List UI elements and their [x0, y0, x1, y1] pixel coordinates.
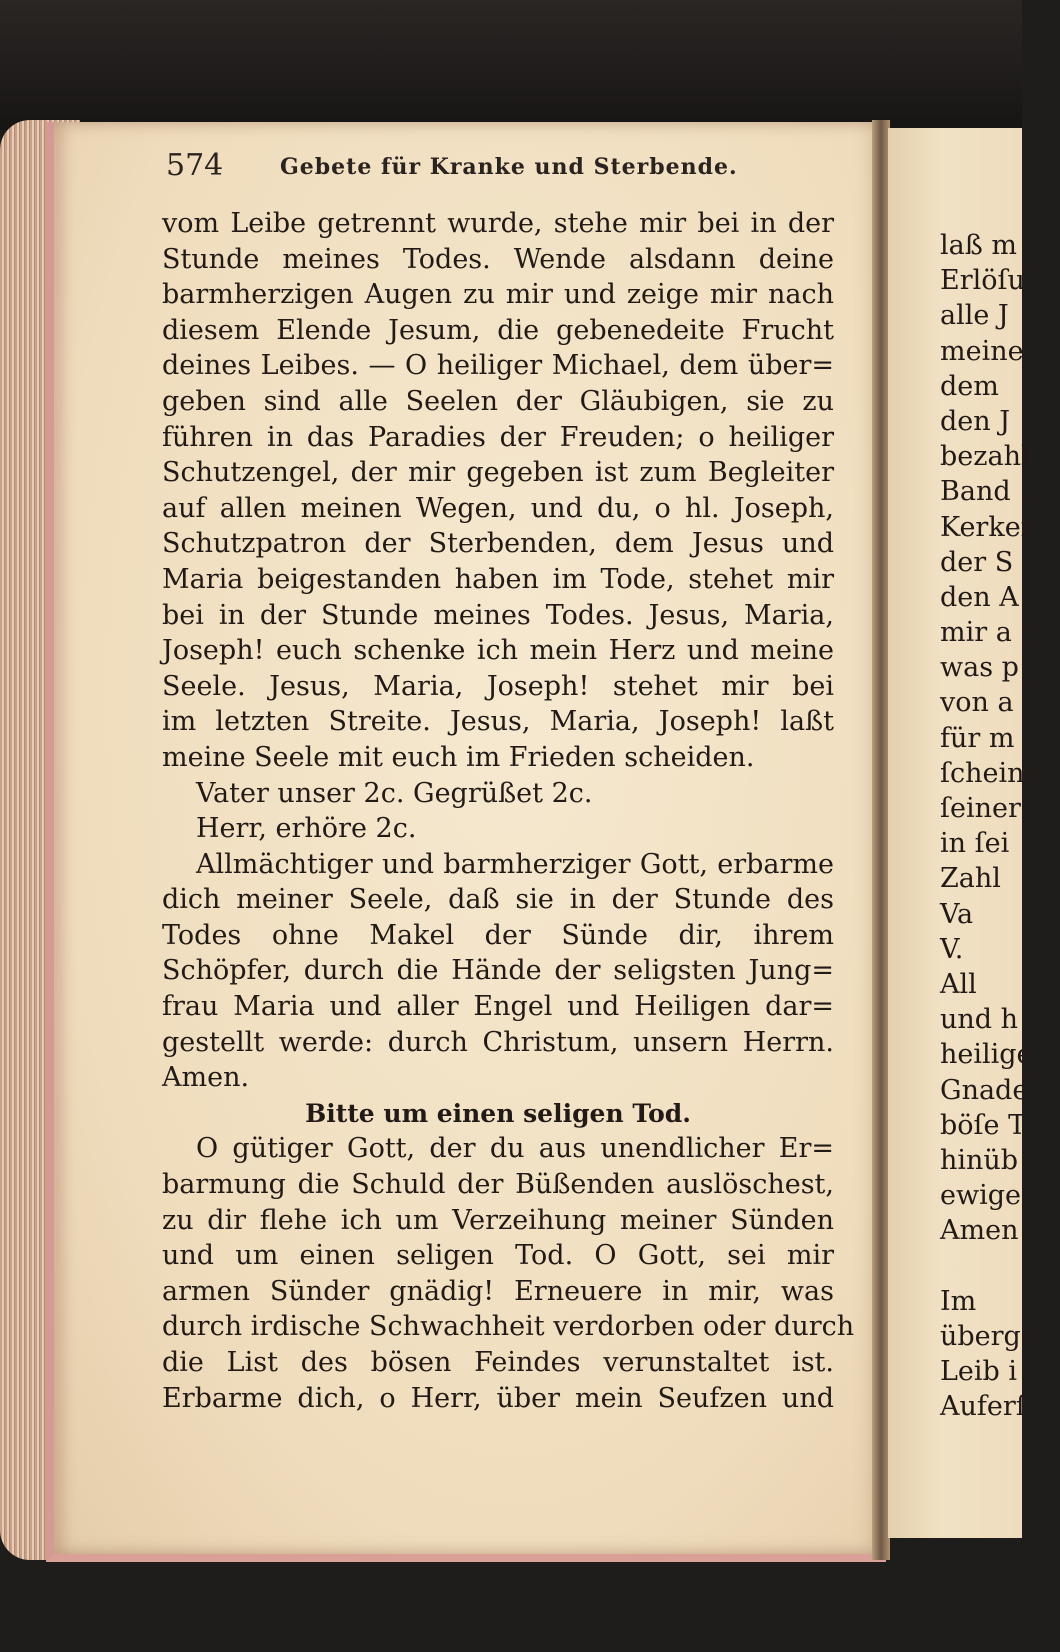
- text-line: frau Maria und aller Engel und Heiligen dar=: [162, 991, 834, 1023]
- right-page-line: alle J: [940, 300, 1009, 332]
- text-line: Vater unser 2c. Gegrüßet 2c.: [196, 777, 593, 809]
- dark-background: [0, 0, 1022, 130]
- right-page-line: dem: [940, 370, 999, 402]
- right-page-line: Band: [940, 476, 1011, 508]
- text-line: Stunde meines Todes. Wende alsdann deine: [162, 243, 834, 275]
- text-line: Amen.: [162, 1062, 250, 1094]
- text-line: barmung die Schuld der Büßenden auslöschest,: [162, 1169, 834, 1201]
- right-page-line: hinüb: [940, 1144, 1019, 1176]
- right-page-line: [940, 1248, 1060, 1283]
- text-line: O gütiger Gott, der du aus unendlicher Er=: [196, 1133, 834, 1165]
- right-page-text: [940, 228, 1060, 1424]
- right-page-line: böſe T: [940, 1109, 1027, 1141]
- right-page-line: V.: [940, 933, 964, 965]
- text-line: durch irdische Schwachheit verdorben oder durch: [162, 1311, 855, 1343]
- text-line: Herr, erhöre 2c.: [196, 813, 417, 845]
- right-page-line: mir a: [940, 617, 1012, 649]
- right-page-line: den A: [940, 581, 1019, 613]
- right-page-line: Gnade: [940, 1074, 1029, 1106]
- right-page-line: den J: [940, 405, 1011, 437]
- text-line: Erbarme dich, o Herr, über mein Seufzen und: [162, 1382, 834, 1414]
- running-head: Gebete für Kranke und Sterbende.: [280, 154, 738, 180]
- text-line: dich meiner Seele, daß sie in der Stunde des: [162, 884, 834, 916]
- text-line: und um einen seligen Tod. O Gott, sei mir: [162, 1240, 834, 1272]
- right-page-line: All: [940, 968, 977, 1000]
- text-line: Allmächtiger und barmherziger Gott, erbarme: [196, 848, 834, 880]
- text-line: deines Leibes. — O heiliger Michael, dem über=: [162, 350, 834, 382]
- text-line: Todes ohne Makel der Sünde dir, ihrem: [162, 919, 834, 951]
- right-page-line: Leib i: [940, 1356, 1018, 1387]
- text-line: armen Sünder gnädig! Erneuere in mir, was: [162, 1275, 834, 1307]
- text-line: bei in der Stunde meines Todes. Jesus, Maria,: [162, 599, 834, 631]
- text-line: Maria beigestanden haben im Tode, stehet mir: [162, 563, 834, 595]
- text-line: die List des bösen Feindes verunstaltet ist.: [162, 1347, 834, 1378]
- right-page-line: für m: [940, 722, 1015, 754]
- page-header: [120, 148, 840, 188]
- text-line: diesem Elende Jesum, die gebenedeite Frucht: [162, 314, 834, 346]
- right-page-line: Auferſ: [940, 1391, 1026, 1423]
- right-page-line: Zahl: [940, 863, 1001, 895]
- text-line: barmherzigen Augen zu mir und zeige mir nach: [162, 279, 834, 311]
- right-page-line: Va: [940, 898, 974, 930]
- right-page-line: und h: [940, 1004, 1019, 1036]
- right-page-line: in ſei: [940, 828, 1010, 860]
- right-page-line: ſeiner: [940, 793, 1021, 824]
- right-page-line: der S: [940, 546, 1014, 578]
- page-number: 574: [166, 148, 224, 183]
- right-page-line: bezahl: [940, 441, 1030, 473]
- text-line: zu dir flehe ich um Verzeihung meiner Sünden: [162, 1204, 834, 1236]
- right-page-line: ſcheine: [940, 757, 1041, 789]
- text-line: gestellt werde: durch Christum, unsern Herrn.: [162, 1026, 834, 1058]
- main-text-block: [162, 206, 855, 1416]
- right-page-line: Kerker: [940, 511, 1034, 543]
- right-page-line: heilige: [940, 1039, 1033, 1071]
- text-line: Schutzengel, der mir gegeben ist zum Begleiter: [162, 457, 834, 489]
- right-page-line: ewige: [940, 1180, 1021, 1212]
- text-line: geben sind alle Seelen der Gläubigen, sie zu: [162, 385, 834, 417]
- right-page-line: Erlöſu: [940, 265, 1025, 297]
- text-line: meine Seele mit euch im Frieden scheiden.: [162, 741, 755, 773]
- right-page-line: laß m: [940, 230, 1017, 261]
- text-line: führen in das Paradies der Freuden; o heiliger: [162, 421, 834, 453]
- text-line: Schöpfer, durch die Hände der seligsten Jung=: [162, 955, 834, 987]
- right-page-line: Amen: [940, 1215, 1019, 1247]
- right-page-line: meine: [940, 335, 1024, 367]
- text-line: auf allen meinen Wegen, und du, o hl. Joseph,: [162, 492, 834, 524]
- right-page-line: was p: [940, 652, 1019, 684]
- right-page-line: überge: [940, 1320, 1037, 1352]
- text-line: vom Leibe getrennt wurde, stehe mir bei in der: [162, 208, 834, 239]
- right-page-line: Im: [940, 1285, 977, 1317]
- text-line: im letzten Streite. Jesus, Maria, Joseph! laßt: [162, 706, 834, 738]
- section-heading: Bitte um einen seligen Tod.: [305, 1098, 691, 1128]
- text-line: Seele. Jesus, Maria, Joseph! stehet mir bei: [162, 670, 834, 702]
- text-line: Schutzpatron der Sterbenden, dem Jesus und: [162, 528, 834, 560]
- text-line: Joseph! euch schenke ich mein Herz und meine: [162, 635, 834, 667]
- right-page-line: von a: [940, 687, 1014, 719]
